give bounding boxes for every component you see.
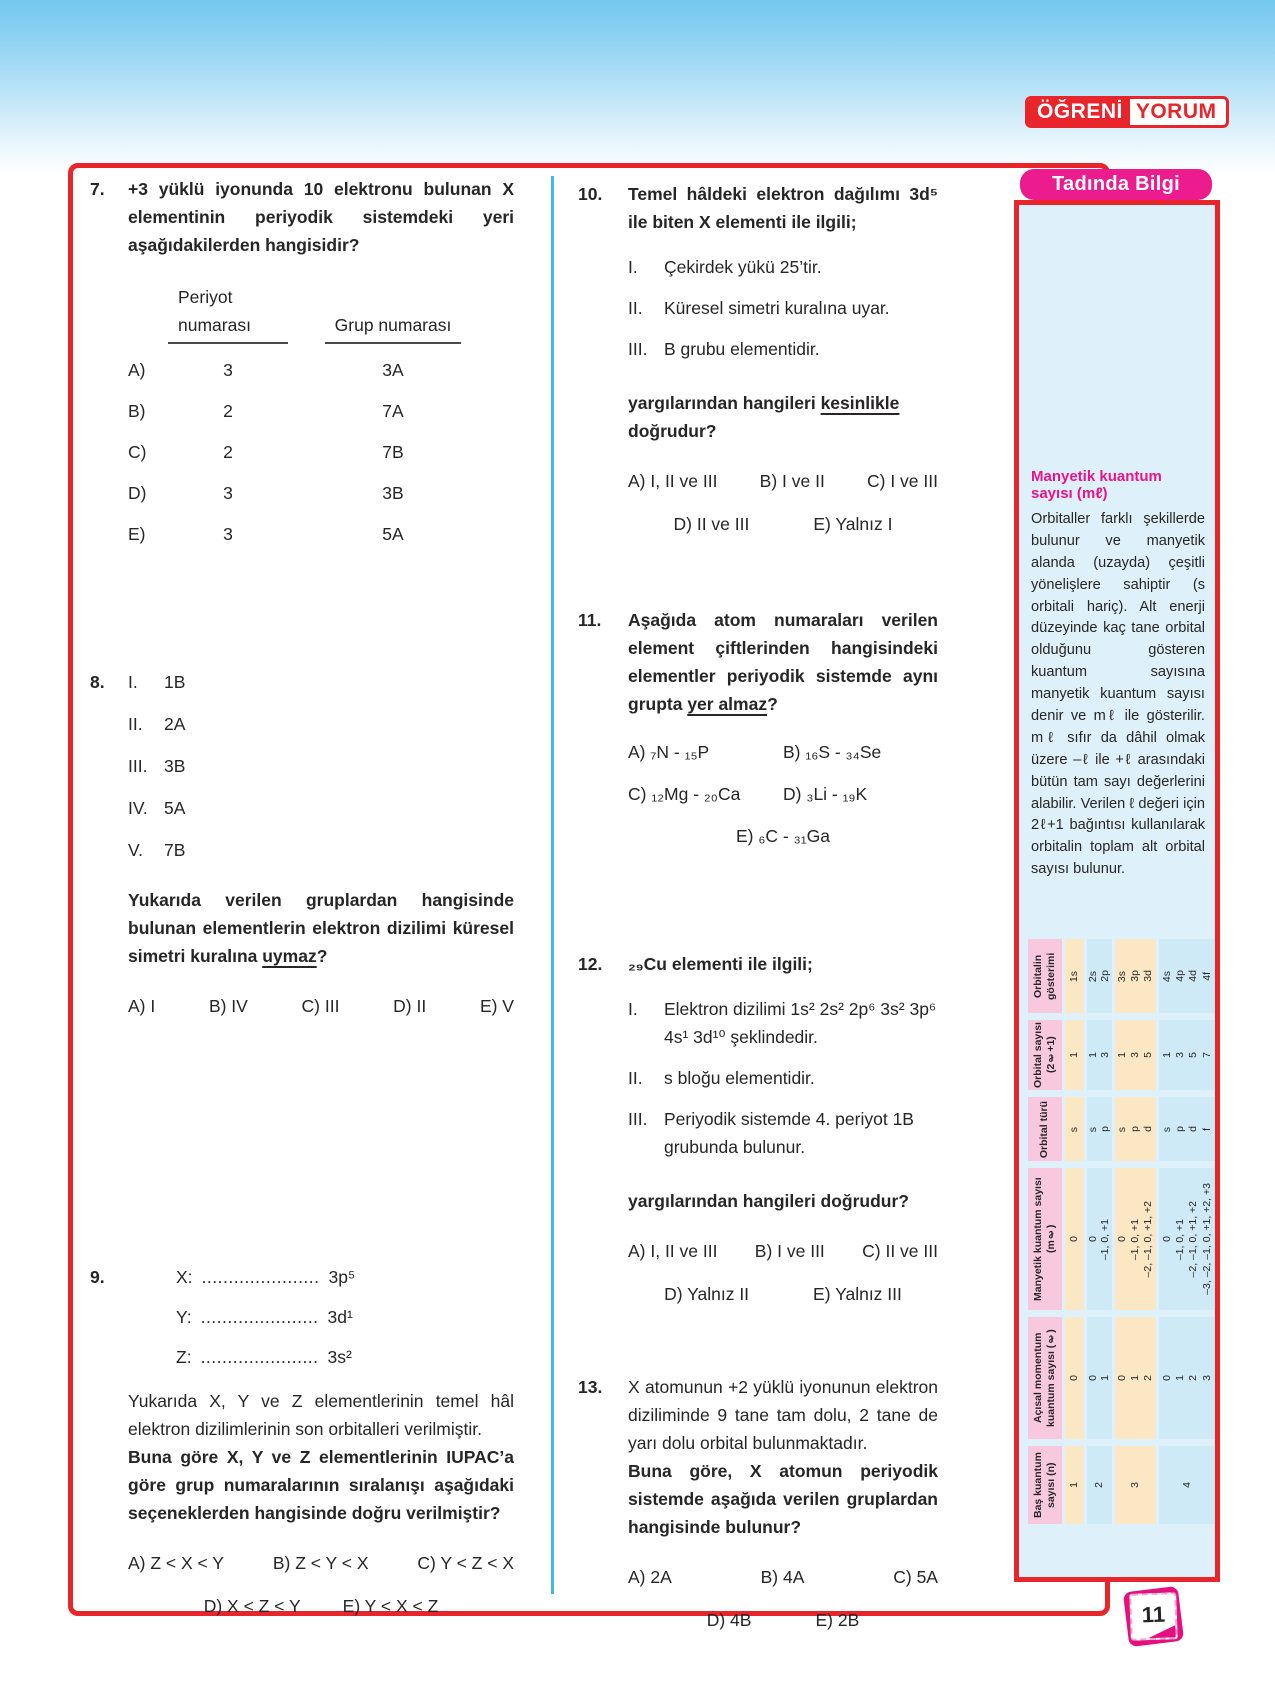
question-intro: Yukarıda X, Y ve Z elementlerinin temel hâl elektron dizilimlerinin son orbitalleri verilmiştir. <box>128 1391 514 1439</box>
table-cell-n3 <box>1115 1446 1156 1524</box>
options-grid <box>628 738 938 808</box>
question-intro: X atomunun +2 yüklü iyonunun elektron diziliminde 9 tane tam dolu, 2 tane de yarı dolu orbital bulunmaktadır. <box>628 1377 938 1453</box>
options-row <box>628 1280 938 1308</box>
question-stem: Buna göre, X atomun periyodik sistemde aşağıda verilen gruplardan hangisinde bulunur? <box>628 1461 938 1537</box>
list-item-text: Çekirdek yükü 25’tir. <box>664 257 822 277</box>
question-number: 11. <box>578 610 602 630</box>
quantum-table-row <box>1028 1168 1215 1310</box>
quantum-table-row-header <box>1028 1020 1062 1090</box>
list-item <box>628 335 938 363</box>
question-closing: yargılarından hangileri kesinlikle doğrudur? <box>628 393 900 441</box>
quantum-table-row-header <box>1028 1097 1062 1161</box>
list-item-numeral: III. <box>128 756 148 776</box>
options-row <box>628 1606 938 1634</box>
question-number: 13. <box>578 1377 603 1397</box>
periyot-value: 3 <box>223 524 233 544</box>
option-letter: A) <box>128 360 146 380</box>
answer-option: A) Z < X < Y <box>128 1553 224 1573</box>
orbital-cell-value: 1 <box>1116 1052 1129 1059</box>
orbital-cell-value: f <box>1200 1127 1213 1131</box>
orbital-cell-value: 3 <box>1129 1052 1142 1059</box>
quantum-table-row <box>1028 1097 1215 1161</box>
table-cell-n2 <box>1087 939 1112 1013</box>
answer-option: D) X < Z < Y <box>203 1596 301 1616</box>
question-stem: ₂₉Cu elementi ile ilgili; <box>628 954 813 974</box>
orbital-cell-value: s <box>1087 1126 1100 1132</box>
answer-option: A) 2A <box>628 1567 672 1587</box>
page-number-badge <box>1123 1586 1184 1647</box>
question-closing: yargılarından hangileri doğrudur? <box>628 1191 909 1211</box>
quantum-table-row-header <box>1028 1168 1062 1310</box>
answer-option: E) V <box>479 996 514 1016</box>
question-stem: Aşağıda atom numaraları verilen element çiftlerinden hangisindeki elementler periyodik sistemde aynı grupta yer almaz? <box>628 610 938 714</box>
answer-option: C) III <box>301 996 340 1016</box>
list-item-numeral: III. <box>628 1109 648 1129</box>
list-item-numeral: I. <box>628 999 638 1019</box>
page-number: 11 <box>1141 1601 1166 1627</box>
list-item-text: s bloğu elementidir. <box>664 1068 815 1088</box>
orbital-cell-value: 4d <box>1187 970 1200 982</box>
orbital-cell-value: s <box>1116 1126 1129 1132</box>
orbital-cell-value: 0 <box>1160 1375 1173 1382</box>
question-number: 9. <box>90 1267 105 1287</box>
orbital-cell-value: 5 <box>1142 1052 1155 1059</box>
answer-option: B) I ve III <box>754 1241 825 1261</box>
table-cell-n2 <box>1087 1097 1112 1161</box>
orbital-cell-value: 4p <box>1174 970 1187 982</box>
list-item-numeral: IV. <box>128 798 148 818</box>
orbital-cell-value: 2 <box>1142 1375 1155 1382</box>
row-header-label: Manyetik kuantum sayısı (mℓ) <box>1031 1177 1057 1301</box>
element-label: Y: <box>176 1307 192 1327</box>
question-9 <box>90 1263 514 1620</box>
list-item-text: Elektron dizilimi 1s² 2s² 2p⁶ 3s² 3p⁶ 4s¹ 3d¹⁰ şeklindedir. <box>664 999 937 1047</box>
answer-option: B) ₁₆S - ₃₄Se <box>783 742 882 762</box>
question-number: 10. <box>578 184 603 204</box>
list-item-text: Küresel simetri kuralına uyar. <box>664 298 890 318</box>
orbital-cell-value: 2 <box>1187 1375 1200 1382</box>
answer-option: D) 4B <box>706 1610 752 1630</box>
options-row <box>628 510 938 538</box>
grup-value: 7B <box>382 442 404 462</box>
table-cell-n4 <box>1159 1020 1215 1090</box>
answer-option: B) 4A <box>760 1567 805 1587</box>
periyot-value: 2 <box>223 401 233 421</box>
column-header-periyot: Periyot numarası <box>168 283 288 344</box>
orbital-value: 3s² <box>327 1347 352 1367</box>
list-item-text: 1B <box>164 672 186 692</box>
orbital-cell-value: –1, 0, +1 <box>1174 1218 1187 1260</box>
orbital-cell-value: 0 <box>1116 1236 1129 1243</box>
underlined-word: yer almaz <box>687 694 768 714</box>
answer-option: D) II <box>393 996 427 1016</box>
orbital-cell-value: 0 <box>1068 1236 1081 1243</box>
column-header-grup: Grup numarası <box>325 311 462 344</box>
content-panel <box>68 163 1110 1630</box>
question-8 <box>90 668 514 1020</box>
answer-option: B) Z < Y < X <box>272 1553 369 1573</box>
orbital-cell-value: 3 <box>1129 1482 1142 1489</box>
table-cell-n2 <box>1087 1446 1112 1524</box>
list-item <box>628 1064 938 1092</box>
quantum-table <box>1028 939 1215 1524</box>
table-cell-n3 <box>1115 1097 1156 1161</box>
roman-list <box>128 668 514 864</box>
question-12 <box>578 950 938 1308</box>
orbital-cell-value: 4 <box>1180 1482 1193 1489</box>
list-item-numeral: II. <box>628 298 643 318</box>
orbital-cell-value: 3p <box>1129 970 1142 982</box>
element-label: X: <box>176 1267 193 1287</box>
question-stem: +3 yüklü iyonunda 10 elektronu bulunan X elementinin periyodik sistemdeki yeri aşağıdakilerden hangisidir? <box>128 179 514 255</box>
orbital-cell-value: 0 <box>1116 1375 1129 1382</box>
answer-option: A) I, II ve III <box>628 1241 718 1261</box>
options-row <box>128 992 514 1020</box>
orbital-cell-value: 4s <box>1160 970 1173 982</box>
answer-option: C) 5A <box>893 1567 938 1587</box>
list-item <box>628 253 938 281</box>
element-label: Z: <box>176 1347 192 1367</box>
sidebar-badge: Tadında Bilgi <box>1020 169 1212 200</box>
question-stem: Buna göre X, Y ve Z elementlerinin IUPAC’a göre grup numaralarının sıralanışı aşağıdaki seçeneklerden hangisinde doğru verilmiştir? <box>128 1447 514 1523</box>
orbital-cell-value: p <box>1174 1126 1187 1133</box>
roman-list <box>628 253 938 363</box>
orbital-cell-value: –1, 0, +1 <box>1099 1218 1112 1260</box>
table-cell-n4 <box>1159 1168 1215 1310</box>
table-cell-n2 <box>1087 1020 1112 1090</box>
column-divider <box>551 176 554 1594</box>
orbital-line <box>176 1343 514 1371</box>
sidebar-body-text: Orbitaller farklı şekillerde bulunur ve manyetik alanda (uzayda) çeşitli yönelişlere sahiptir (s orbitali hariç). Alt enerji düzeyinde kaç tane orbital olduğunu gösteren kuantum sayısına manyetik kuantum sayısı denir ve mℓ ile gösterilir. mℓ sıfır da dâhil olmak üzere –ℓ ile +ℓ arasındaki bütün tam sayı değerlerini alabilir. Verilen ℓ değeri için 2ℓ+1 bağıntısı kullanılarak orbitalin toplam alt orbital sayısı bulunur. <box>1031 511 1205 878</box>
periyot-value: 2 <box>223 442 233 462</box>
orbital-cell-value: 3 <box>1200 1375 1213 1382</box>
orbital-cell-value: 2p <box>1099 970 1112 982</box>
list-item-numeral: II. <box>128 714 143 734</box>
table-cell-n3 <box>1115 1020 1156 1090</box>
list-item-text: B grubu elementidir. <box>664 339 820 359</box>
info-sidebar <box>1014 200 1220 1582</box>
table-cell-n3 <box>1115 1317 1156 1439</box>
orbital-cell-value: 2s <box>1087 970 1100 982</box>
orbital-value: 3p⁵ <box>328 1267 356 1287</box>
orbital-cell-value: 2 <box>1093 1482 1106 1489</box>
question-number: 12. <box>578 954 603 974</box>
list-item-text: 3B <box>164 756 186 776</box>
answer-option: A) I <box>128 996 156 1016</box>
answer-option: E) Yalnız I <box>813 514 893 534</box>
dotted-leader: ...................... <box>200 1307 319 1327</box>
page-background-gradient <box>0 0 1275 175</box>
list-item <box>128 710 514 738</box>
orbital-cell-value: 4f <box>1200 971 1213 981</box>
page-number-inner <box>1129 1592 1178 1641</box>
answer-table-rows <box>128 356 514 548</box>
answer-option: B) IV <box>208 996 248 1016</box>
underlined-word: uymaz <box>262 946 317 966</box>
answer-option: C) Y < Z < X <box>417 1553 514 1573</box>
list-item <box>128 668 514 696</box>
orbital-cell-value: 7 <box>1200 1052 1213 1059</box>
list-item <box>628 1105 938 1161</box>
list-item-text: 7B <box>164 840 186 860</box>
orbital-cell-value: –3, –2, –1, 0, +1, +2, +3 <box>1200 1183 1213 1296</box>
option-letter: D) <box>128 483 147 503</box>
answer-option: D) II ve III <box>673 514 750 534</box>
answer-option: E) 2B <box>815 1610 860 1630</box>
periyot-value: 3 <box>223 483 233 503</box>
question-10 <box>578 180 938 538</box>
options-row <box>628 467 938 495</box>
quantum-table-row <box>1028 1446 1215 1524</box>
orbital-cell-value: 3 <box>1174 1052 1187 1059</box>
list-item-numeral: I. <box>128 672 138 692</box>
answer-option: D) ₃Li - ₁₉K <box>783 784 868 804</box>
table-cell-n4 <box>1159 1446 1215 1524</box>
orbital-cell-value: p <box>1129 1126 1142 1133</box>
table-cell-n1 <box>1065 1097 1084 1161</box>
answer-option: E) Y < X < Z <box>342 1596 439 1616</box>
periyot-value: 3 <box>223 360 233 380</box>
answer-table <box>128 283 514 548</box>
table-cell-n4 <box>1159 1317 1215 1439</box>
option-letter: C) <box>128 442 147 462</box>
list-item-text: Periyodik sistemde 4. periyot 1B grubunda bulunur. <box>664 1109 914 1157</box>
table-cell-n4 <box>1159 939 1215 1013</box>
list-item-text: 5A <box>164 798 186 818</box>
orbital-cell-value: 5 <box>1187 1052 1200 1059</box>
orbital-cell-value: s <box>1068 1126 1081 1132</box>
orbital-cell-value: 1 <box>1068 1052 1081 1059</box>
grup-value: 7A <box>382 401 404 421</box>
brand-logo <box>1025 96 1229 128</box>
orbital-cell-value: 1s <box>1068 970 1081 982</box>
table-cell-n1 <box>1065 939 1084 1013</box>
quantum-table-row-header <box>1028 1317 1062 1439</box>
list-item-numeral: II. <box>628 1068 643 1088</box>
list-item-numeral: V. <box>128 840 143 860</box>
brand-logo-right: YORUM <box>1135 100 1217 123</box>
orbital-cell-value: 1 <box>1174 1375 1187 1382</box>
list-item <box>128 794 514 822</box>
roman-list <box>628 995 938 1161</box>
table-cell-n1 <box>1065 1317 1084 1439</box>
answer-option: D) Yalnız II <box>664 1284 750 1304</box>
orbital-cell-value: d <box>1142 1126 1155 1133</box>
question-13 <box>578 1373 938 1634</box>
options-row <box>628 1237 938 1265</box>
table-row <box>128 479 514 507</box>
row-header-label: Orbital türü <box>1038 1100 1051 1158</box>
option-letter: E) <box>128 524 146 544</box>
brand-logo-left: ÖĞRENİ <box>1028 99 1130 125</box>
table-row <box>128 356 514 384</box>
list-item-numeral: I. <box>628 257 638 277</box>
row-header-label: Baş kuantum sayısı (n) <box>1031 1452 1057 1519</box>
answer-option: B) I ve II <box>759 471 825 491</box>
row-header-label: Açısal momentum kuantum sayısı (ℓ) <box>1031 1329 1057 1428</box>
orbital-cell-value: d <box>1187 1126 1200 1133</box>
orbital-cell-value: 3s <box>1116 970 1129 982</box>
quantum-table-row <box>1028 1020 1215 1090</box>
table-row <box>128 438 514 466</box>
question-stem: Yukarıda verilen gruplardan hangisinde bulunan elementlerin elektron dizilimi küresel simetri kuralına uymaz? <box>128 890 514 966</box>
table-cell-n3 <box>1115 939 1156 1013</box>
quantum-table-row <box>1028 1317 1215 1439</box>
orbital-line <box>176 1303 514 1331</box>
orbital-cell-value: 3 <box>1099 1052 1112 1059</box>
orbital-cell-value: 0 <box>1068 1375 1081 1382</box>
list-item <box>628 294 938 322</box>
answer-option: A) I, II ve III <box>628 471 718 491</box>
orbital-value: 3d¹ <box>327 1307 353 1327</box>
quantum-table-row <box>1028 939 1215 1013</box>
orbital-cell-value: –2, –1, 0, +1, +2 <box>1187 1200 1200 1278</box>
dotted-leader: ...................... <box>200 1347 319 1367</box>
answer-option: C) I ve III <box>867 471 938 491</box>
table-row <box>128 520 514 548</box>
question-7 <box>90 175 514 561</box>
list-item <box>128 836 514 864</box>
grup-value: 5A <box>382 524 404 544</box>
table-cell-n1 <box>1065 1168 1084 1310</box>
question-stem: Temel hâldeki elektron dağılımı 3d⁵ ile biten X elementi ile ilgili; <box>628 184 938 232</box>
orbital-cell-value: –1, 0, +1 <box>1129 1218 1142 1260</box>
orbital-lines <box>176 1263 514 1371</box>
orbital-cell-value: 0 <box>1087 1375 1100 1382</box>
question-11 <box>578 606 938 850</box>
row-header-label: Orbital sayısı (2ℓ+1) <box>1031 1022 1057 1089</box>
options-row <box>128 1592 514 1620</box>
sidebar-title: Manyetik kuantum sayısı (mℓ) <box>1031 468 1162 502</box>
list-item <box>628 995 938 1051</box>
orbital-cell-value: 0 <box>1160 1236 1173 1243</box>
orbital-cell-value: 3d <box>1142 970 1155 982</box>
orbital-line <box>176 1263 514 1291</box>
orbital-cell-value: 1 <box>1087 1052 1100 1059</box>
list-item <box>128 752 514 780</box>
answer-option: A) ₇N - ₁₅P <box>628 742 710 762</box>
quantum-table-row-header <box>1028 1446 1062 1524</box>
answer-table-header <box>128 283 514 344</box>
option-letter: B) <box>128 401 146 421</box>
list-item-text: 2A <box>164 714 186 734</box>
answer-option: C) ₁₂Mg - ₂₀Ca <box>628 784 741 804</box>
orbital-cell-value: 1 <box>1129 1375 1142 1382</box>
grup-value: 3A <box>382 360 404 380</box>
question-number: 7. <box>90 179 105 199</box>
orbital-cell-value: –2, –1, 0, +1, +2 <box>1142 1200 1155 1278</box>
table-row <box>128 397 514 425</box>
orbital-cell-value: 1 <box>1068 1482 1081 1489</box>
orbital-cell-value: p <box>1099 1126 1112 1133</box>
options-row <box>128 1549 514 1577</box>
grup-value: 3B <box>382 483 404 503</box>
options-row <box>628 1563 938 1591</box>
dotted-leader: ...................... <box>201 1267 320 1287</box>
orbital-cell-value: 1 <box>1160 1052 1173 1059</box>
orbital-cell-value: 1 <box>1099 1375 1112 1382</box>
table-cell-n4 <box>1159 1097 1215 1161</box>
answer-option: C) II ve III <box>862 1241 938 1261</box>
answer-option: E) Yalnız III <box>813 1284 902 1304</box>
row-header-label: Orbitalin gösterimi <box>1031 952 1057 1000</box>
table-cell-n3 <box>1115 1168 1156 1310</box>
table-cell-n2 <box>1087 1168 1112 1310</box>
orbital-cell-value: s <box>1160 1126 1173 1132</box>
table-cell-n2 <box>1087 1317 1112 1439</box>
table-cell-n1 <box>1065 1020 1084 1090</box>
underlined-word: kesinlikle <box>820 393 900 413</box>
table-cell-n1 <box>1065 1446 1084 1524</box>
list-item-numeral: III. <box>628 339 648 359</box>
question-number: 8. <box>90 672 105 692</box>
answer-option: E) ₆C - ₃₁Ga <box>736 826 830 846</box>
quantum-table-row-header <box>1028 939 1062 1013</box>
orbital-cell-value: 0 <box>1087 1236 1100 1243</box>
